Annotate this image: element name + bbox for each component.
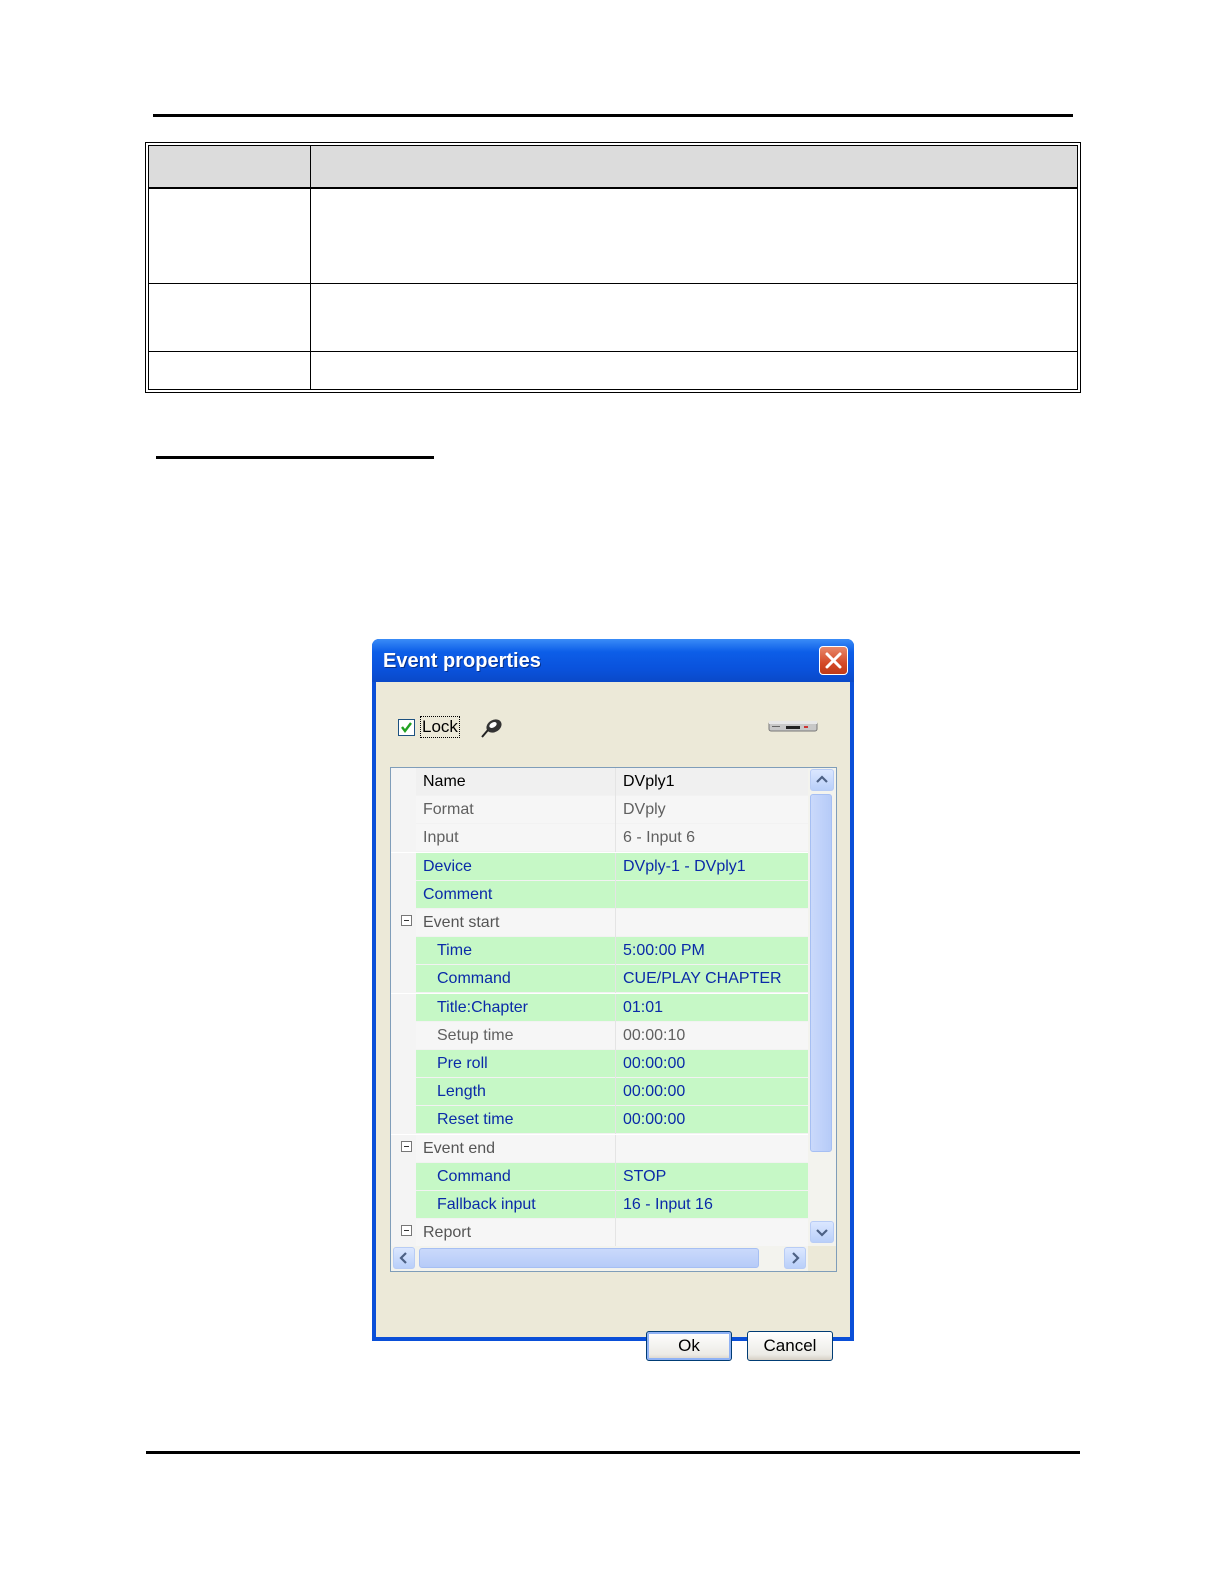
horizontal-scrollbar[interactable] <box>391 1246 808 1271</box>
column-separator <box>615 937 616 965</box>
property-value[interactable]: 00:00:00 <box>623 1083 686 1101</box>
row-gutter <box>391 1163 416 1191</box>
property-label: Format <box>423 801 474 819</box>
row-gutter <box>391 937 416 965</box>
title-bar[interactable] <box>372 639 854 682</box>
property-label: Pre roll <box>437 1055 488 1072</box>
property-row[interactable] <box>391 1050 808 1078</box>
section-heading-underline <box>156 456 434 459</box>
ok-button[interactable]: Ok <box>646 1331 732 1361</box>
column-separator <box>615 1219 616 1247</box>
row-gutter <box>391 768 416 796</box>
column-separator <box>615 965 616 993</box>
property-value[interactable]: CUE/PLAY CHAPTER <box>623 970 782 988</box>
scrollbar-corner <box>808 1246 836 1271</box>
row-gutter <box>391 824 416 852</box>
property-label: Event end <box>423 1139 496 1157</box>
property-value[interactable]: DVply1 <box>623 773 675 790</box>
row-gutter <box>391 1078 416 1106</box>
lock-checkbox[interactable] <box>398 719 415 736</box>
property-category-row[interactable] <box>391 909 808 937</box>
row-gutter <box>391 796 416 824</box>
scroll-down-button[interactable] <box>810 1221 834 1243</box>
property-value[interactable]: 16 - Input 16 <box>623 1196 713 1213</box>
property-value[interactable]: DVply-1 - DVply1 <box>623 857 746 875</box>
property-label: Comment <box>423 885 493 903</box>
column-separator <box>615 881 616 909</box>
scroll-down-icon <box>811 1222 833 1242</box>
close-icon <box>825 652 842 669</box>
dialog-title: Event properties <box>383 650 541 672</box>
scroll-right-icon <box>785 1248 805 1268</box>
row-gutter <box>391 881 416 909</box>
property-label: Fallback input <box>437 1196 536 1213</box>
property-value: 00:00:10 <box>623 1026 686 1044</box>
scroll-left-icon <box>394 1248 414 1268</box>
column-separator <box>615 768 616 796</box>
column-separator <box>615 994 616 1022</box>
column-separator <box>615 1078 616 1106</box>
collapse-icon[interactable] <box>401 1225 412 1236</box>
property-row[interactable] <box>391 1191 808 1219</box>
row-gutter <box>391 1050 416 1078</box>
property-value[interactable]: 00:00:00 <box>623 1111 686 1129</box>
property-row[interactable] <box>391 965 808 993</box>
event-properties-dialog <box>372 639 854 1355</box>
dvd-player-icon <box>768 718 818 734</box>
dialog-body <box>376 682 850 1355</box>
footer-rule <box>146 1451 1080 1454</box>
column-separator <box>615 853 616 881</box>
column-separator <box>615 824 616 852</box>
property-row[interactable] <box>391 853 808 881</box>
property-label: Input <box>423 829 459 847</box>
property-label: Device <box>423 857 472 875</box>
property-row[interactable] <box>391 1163 808 1191</box>
collapse-icon[interactable] <box>401 1141 412 1152</box>
collapse-icon[interactable] <box>401 915 412 926</box>
column-separator <box>615 1163 616 1191</box>
row-gutter <box>391 853 416 881</box>
property-row[interactable] <box>391 1022 808 1050</box>
property-label: Event start <box>423 914 500 931</box>
column-separator <box>615 796 616 824</box>
scroll-left-button[interactable] <box>393 1247 415 1269</box>
scroll-up-icon <box>811 770 833 790</box>
property-label: Title:Chapter <box>437 998 528 1016</box>
scroll-up-button[interactable] <box>810 769 834 791</box>
pin-icon[interactable] <box>480 717 504 739</box>
property-label: Length <box>437 1083 486 1101</box>
vertical-scrollbar[interactable] <box>808 768 836 1246</box>
property-row[interactable] <box>391 881 808 909</box>
property-value[interactable]: STOP <box>623 1167 667 1185</box>
document-table <box>145 142 1081 393</box>
property-category-row[interactable] <box>391 1135 808 1163</box>
property-label: Command <box>437 970 511 988</box>
property-label: Reset time <box>437 1111 514 1129</box>
row-gutter <box>391 994 416 1022</box>
row-gutter <box>391 1106 416 1134</box>
property-value[interactable]: 00:00:00 <box>623 1055 686 1072</box>
header-rule <box>153 114 1073 117</box>
property-row[interactable] <box>391 1106 808 1134</box>
vertical-scroll-thumb[interactable] <box>810 794 832 1152</box>
checkmark-icon <box>400 721 413 734</box>
property-row[interactable] <box>391 994 808 1022</box>
column-separator <box>615 1135 616 1163</box>
row-gutter <box>391 965 416 993</box>
close-button[interactable] <box>819 646 848 675</box>
column-separator <box>615 1050 616 1078</box>
column-separator <box>615 909 616 937</box>
row-gutter <box>391 1022 416 1050</box>
property-row[interactable] <box>391 1078 808 1106</box>
column-separator <box>615 1191 616 1219</box>
property-row[interactable] <box>391 796 808 824</box>
property-category-row[interactable] <box>391 1219 808 1247</box>
property-row[interactable] <box>391 937 808 965</box>
property-value[interactable]: 01:01 <box>623 998 664 1016</box>
property-value[interactable]: 5:00:00 PM <box>623 942 705 960</box>
property-value: DVply <box>623 801 666 819</box>
row-gutter <box>391 1191 416 1219</box>
horizontal-scroll-thumb[interactable] <box>419 1248 759 1268</box>
property-label: Setup time <box>437 1026 514 1044</box>
lock-label[interactable]: Lock <box>422 717 458 736</box>
property-value: 6 - Input 6 <box>623 829 696 847</box>
table-header-row <box>149 146 1077 189</box>
property-row[interactable] <box>391 768 808 796</box>
property-label: Time <box>437 942 472 960</box>
property-label: Name <box>423 773 466 790</box>
property-label: Report <box>423 1224 472 1242</box>
property-grid <box>390 767 837 1272</box>
property-label: Command <box>437 1167 511 1185</box>
column-separator <box>615 1106 616 1134</box>
scroll-right-button[interactable] <box>784 1247 806 1269</box>
column-separator <box>615 1022 616 1050</box>
cancel-button[interactable]: Cancel <box>747 1331 833 1361</box>
property-row[interactable] <box>391 824 808 852</box>
